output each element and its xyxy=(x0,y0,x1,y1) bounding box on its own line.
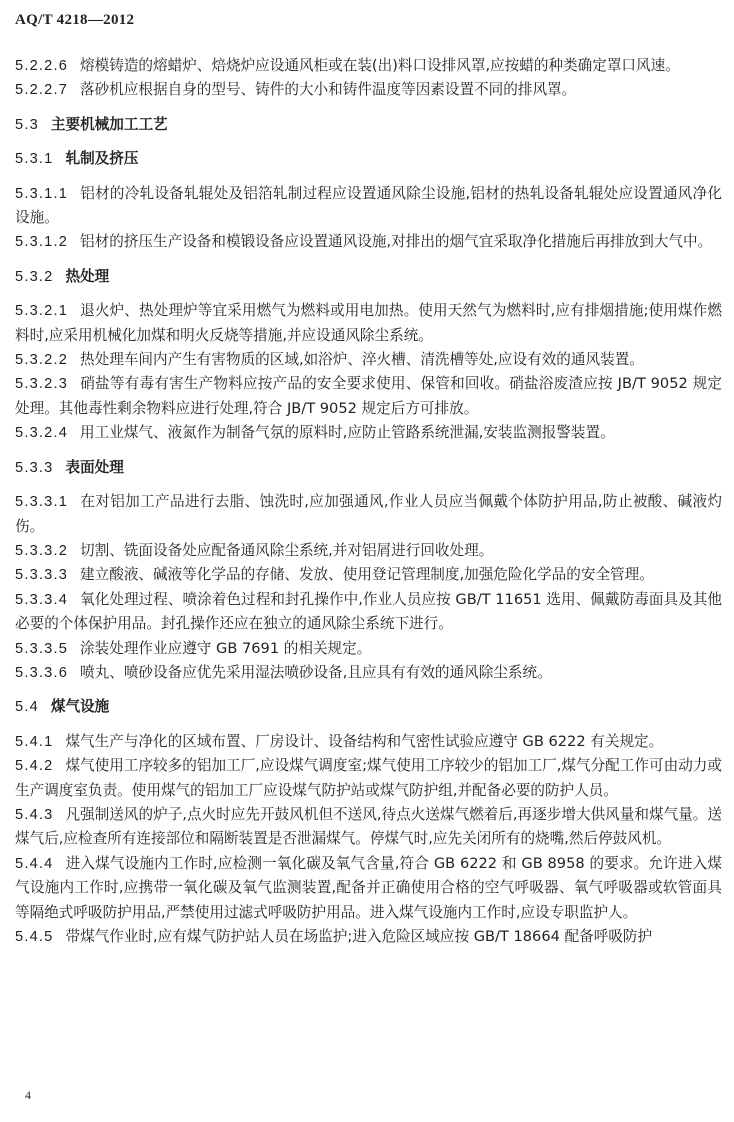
clause-number: 5.3.3.2 xyxy=(15,542,69,559)
section-title: 主要机械加工工艺 xyxy=(50,115,168,133)
clause-number: 5.4.3 xyxy=(15,806,54,823)
section-title: 轧制及挤压 xyxy=(65,150,139,168)
clause-paragraph xyxy=(15,661,722,685)
clause-text: 落砂机应根据自身的型号、铸件的大小和铸件温度等因素设置不同的排风罩。 xyxy=(80,81,577,99)
clause-number: 5.4.1 xyxy=(15,733,54,750)
clause-number: 5.3.1.2 xyxy=(15,234,69,251)
clause-text: 喷丸、喷砂设备应优先采用湿法喷砂设备,且应具有有效的通风除尘系统。 xyxy=(80,663,552,681)
clause-paragraph xyxy=(15,730,722,754)
clause-text: 铝材的挤压生产设备和模锻设备应设置通风设施,对排出的烟气宜采取净化措施后再排放到大气中。 xyxy=(80,233,713,251)
clause-paragraph xyxy=(15,230,722,254)
clause-text: 退火炉、热处理炉等宜采用燃气为燃料或用电加热。使用天然气为燃料时,应有排烟措施;使用煤作燃料时,应采用机械化加煤和明火反烧等措施,并应设通风除尘系统。 xyxy=(15,302,722,344)
clause-paragraph xyxy=(15,754,722,803)
clause-paragraph xyxy=(15,490,722,539)
clause-text: 用工业煤气、液氮作为制备气氛的原料时,应防止管路系统泄漏,安装监测报警装置。 xyxy=(80,424,615,442)
clause-number: 5.4.5 xyxy=(15,929,54,945)
clause-number: 5.3.3.5 xyxy=(15,640,69,657)
clause-text: 铝材的冷轧设备轧辊处及铝箔轧制过程应设置通风除尘设施,铝材的热轧设备轧辊处应设置通风净化设施。 xyxy=(15,184,722,227)
clause-text: 煤气使用工序较多的铝加工厂,应设煤气调度室;煤气使用工序较少的铝加工厂,煤气分配工作可由动力或生产调度室负责。使用煤气的铝加工厂应设煤气防护站或煤气防护组,并配备必要的防护人员。 xyxy=(15,757,722,799)
clause-text: 涂装处理作业应遵守 GB 7691 的相关规定。 xyxy=(80,639,372,657)
clause-text: 热处理车间内产生有害物质的区域,如浴炉、淬火槽、清洗槽等处,应设有效的通风装置。 xyxy=(80,351,644,369)
clause-number: 5.3.2.3 xyxy=(15,376,69,393)
clause-number: 5.3.2.1 xyxy=(15,303,69,320)
section-title: 表面处理 xyxy=(65,458,124,476)
clause-number: 5.3.2.2 xyxy=(15,352,69,369)
clause-paragraph xyxy=(15,539,722,563)
clause-text: 切割、铣面设备处应配备通风除尘系统,并对铝屑进行回收处理。 xyxy=(80,541,494,559)
clause-paragraph xyxy=(15,54,722,78)
clause-paragraph xyxy=(15,803,722,852)
clause-number: 5.3.3.3 xyxy=(15,567,69,584)
clause-number: 5.3.2.4 xyxy=(15,425,69,442)
clause-paragraph xyxy=(15,78,722,102)
clause-paragraph xyxy=(15,372,722,421)
clause-paragraph xyxy=(15,925,722,949)
clause-number: 5.2.2.7 xyxy=(15,82,69,99)
clause-number: 5.3.1.1 xyxy=(15,185,69,202)
section-heading xyxy=(15,113,722,137)
section-title: 热处理 xyxy=(65,267,110,285)
clause-text: 进入煤气设施内工作时,应检测一氧化碳及氧气含量,符合 GB 6222 和 GB 8958 的要求。允许进入煤气设施内工作时,应携带一氧化碳及氧气监测装置,配备并正确使用合格的空气呼吸器、氧气呼吸器或软管面具等隔绝式呼吸防护用品,严禁使用过滤式呼吸防护用品。进入煤气设施内工作时,应设专职监护人。 xyxy=(15,854,722,921)
document-standard-number: AQ/T 4218—2012 xyxy=(15,12,135,28)
clause-text: 凡强制送风的炉子,点火时应先开鼓风机但不送风,待点火送煤气燃着后,再逐步增大供风量和煤气量。送煤气后,应检查所有连接部位和隔断装置是否泄漏煤气。停煤气时,应先关闭所有的烧嘴,然后停鼓风机。 xyxy=(15,805,722,848)
section-heading xyxy=(15,265,722,289)
clause-number: 5.3.2 xyxy=(15,268,54,285)
clause-number: 5.3.1 xyxy=(15,151,54,168)
page-number: 4 xyxy=(25,1088,31,1102)
clause-paragraph xyxy=(15,348,722,372)
clause-paragraph xyxy=(15,182,722,231)
clause-text: 建立酸液、碱液等化学品的存储、发放、使用登记管理制度,加强危险化学品的安全管理。 xyxy=(80,566,654,584)
clause-number: 5.3.3 xyxy=(15,459,54,476)
clause-paragraph xyxy=(15,421,722,445)
clause-number: 5.3.3.4 xyxy=(15,591,69,608)
clause-text: 熔模铸造的熔蜡炉、焙烧炉应设通风柜或在装(出)料口设排风罩,应按蜡的种类确定罩口风速。 xyxy=(80,57,680,74)
clause-text: 氧化处理过程、喷涂着色过程和封孔操作中,作业人员应按 GB/T 11651 选用、佩戴防毒面具及其他必要的个体保护用品。封孔操作还应在独立的通风除尘系统下进行。 xyxy=(15,590,722,633)
clause-number: 5.3.3.1 xyxy=(15,494,69,511)
clause-paragraph xyxy=(15,563,722,587)
clause-text: 煤气生产与净化的区域布置、厂房设计、设备结构和气密性试验应遵守 GB 6222 有关规定。 xyxy=(65,732,664,750)
section-heading xyxy=(15,695,722,719)
section-heading xyxy=(15,147,722,171)
clause-number: 5.4.2 xyxy=(15,758,54,775)
clause-text: 硝盐等有毒有害生产物料应按产品的安全要求使用、保管和回收。硝盐浴废渣应按 JB/T 9052 规定处理。其他毒性剩余物料应进行处理,符合 JB/T 9052 规定后方可排放。 xyxy=(15,375,722,417)
section-heading xyxy=(15,456,722,480)
clause-paragraph xyxy=(15,637,722,661)
clause-number: 5.2.2.6 xyxy=(15,58,69,74)
clause-text: 在对铝加工产品进行去脂、蚀洗时,应加强通风,作业人员应当佩戴个体防护用品,防止被酸、碱液灼伤。 xyxy=(15,493,722,535)
clause-paragraph xyxy=(15,299,722,348)
clause-number: 5.3 xyxy=(15,116,39,133)
section-title: 煤气设施 xyxy=(50,698,110,716)
clause-number: 5.3.3.6 xyxy=(15,664,69,681)
clause-number: 5.4 xyxy=(15,699,39,716)
clause-paragraph xyxy=(15,852,722,925)
clause-paragraph xyxy=(15,588,722,637)
clause-number: 5.4.4 xyxy=(15,855,54,872)
clause-text: 带煤气作业时,应有煤气防护站人员在场监护;进入危险区域应按 GB/T 18664 配备呼吸防护 xyxy=(65,928,653,945)
document-body xyxy=(15,54,722,949)
